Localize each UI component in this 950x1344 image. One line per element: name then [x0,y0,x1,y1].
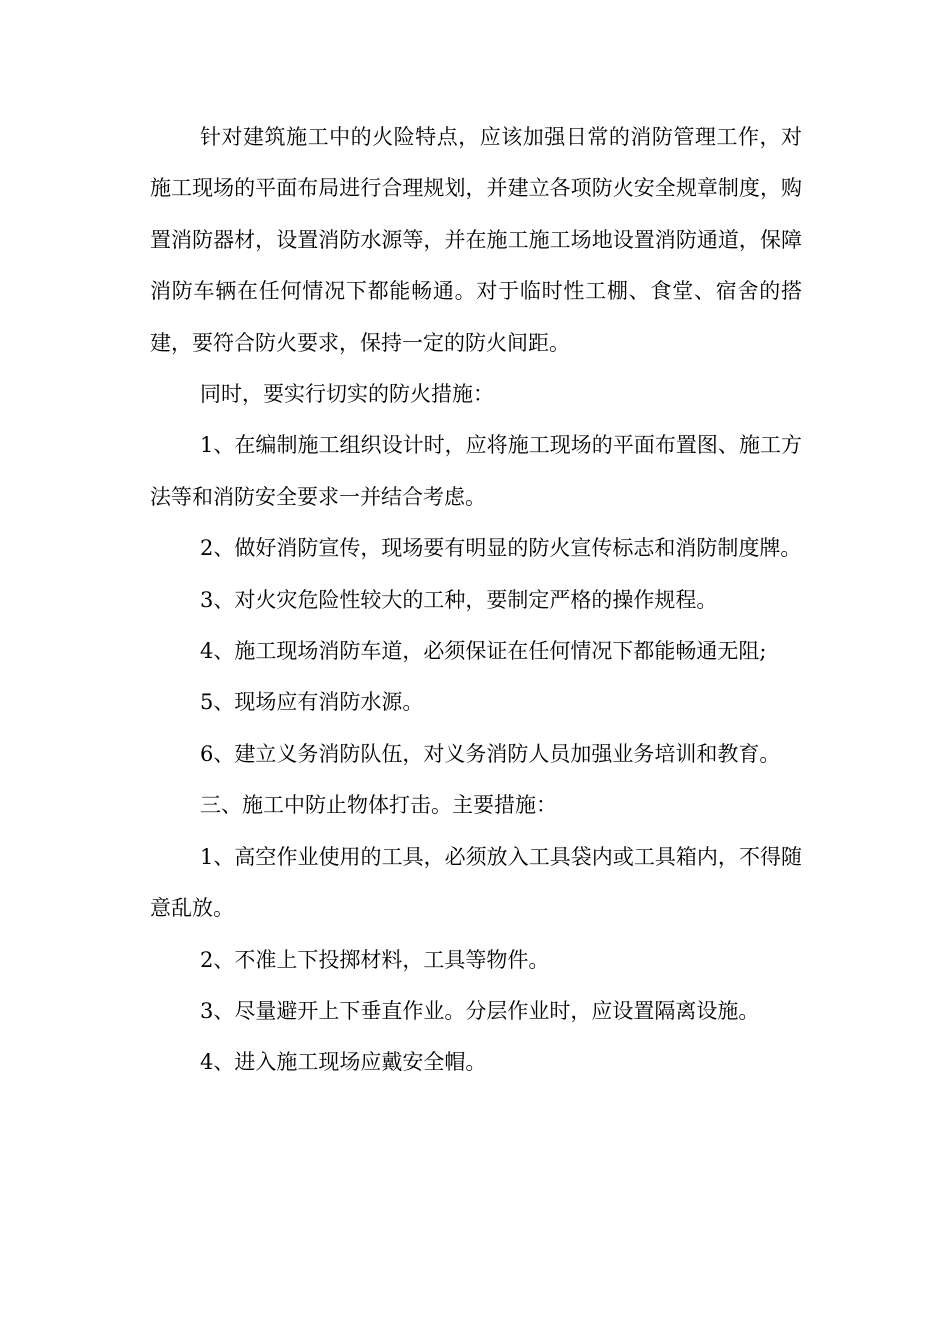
paragraph-fire-measure-3: 3、对火灾危险性较大的工种，要制定严格的操作规程。 [200,587,718,612]
paragraph-fire-measure-1: 1、在编制施工组织设计时，应将施工现场的平面布置图、施工方法等和消防安全要求一并结合考虑。 [150,433,802,509]
paragraph-fire-measure-5: 5、现场应有消防水源。 [200,690,424,715]
paragraph-falling-measure-3: 3、尽量避开上下垂直作业。分层作业时，应设置隔离设施。 [200,998,760,1023]
paragraph-fire-measure-6: 6、建立义务消防队伍，对义务消防人员加强业务培训和教育。 [200,741,781,766]
section-heading-falling-objects: 三、施工中防止物体打击。主要措施： [200,793,557,818]
paragraph-fire-measure-2: 2、做好消防宣传，现场要有明显的防火宣传标志和消防制度牌。 [200,536,802,561]
paragraph-falling-measure-4: 4、进入施工现场应戴安全帽。 [200,1050,487,1075]
paragraph-falling-measure-2: 2、不准上下投掷材料，工具等物件。 [200,947,550,972]
document-body [150,112,802,1089]
paragraph-falling-measure-1: 1、高空作业使用的工具，必须放入工具袋内或工具箱内，不得随意乱放。 [150,844,802,921]
paragraph-fire-measures-heading: 同时，要实行切实的防火措施： [200,382,494,407]
paragraph-fire-risk-intro: 针对建筑施工中的火险特点，应该加强日常的消防管理工作，对施工现场的平面布局进行合理规划，并建立各项防火安全规章制度，购置消防器材，设置消防水源等，并在施工施工场地设置消防通道，保障消防车辆在任何情况下都能畅通。对于临时性工棚、食堂、宿舍的搭建，要符合防火要求，保持一定的防火间距。 [150,125,802,355]
paragraph-fire-measure-4: 4、施工现场消防车道，必须保证在任何情况下都能畅通无阻; [200,639,767,664]
